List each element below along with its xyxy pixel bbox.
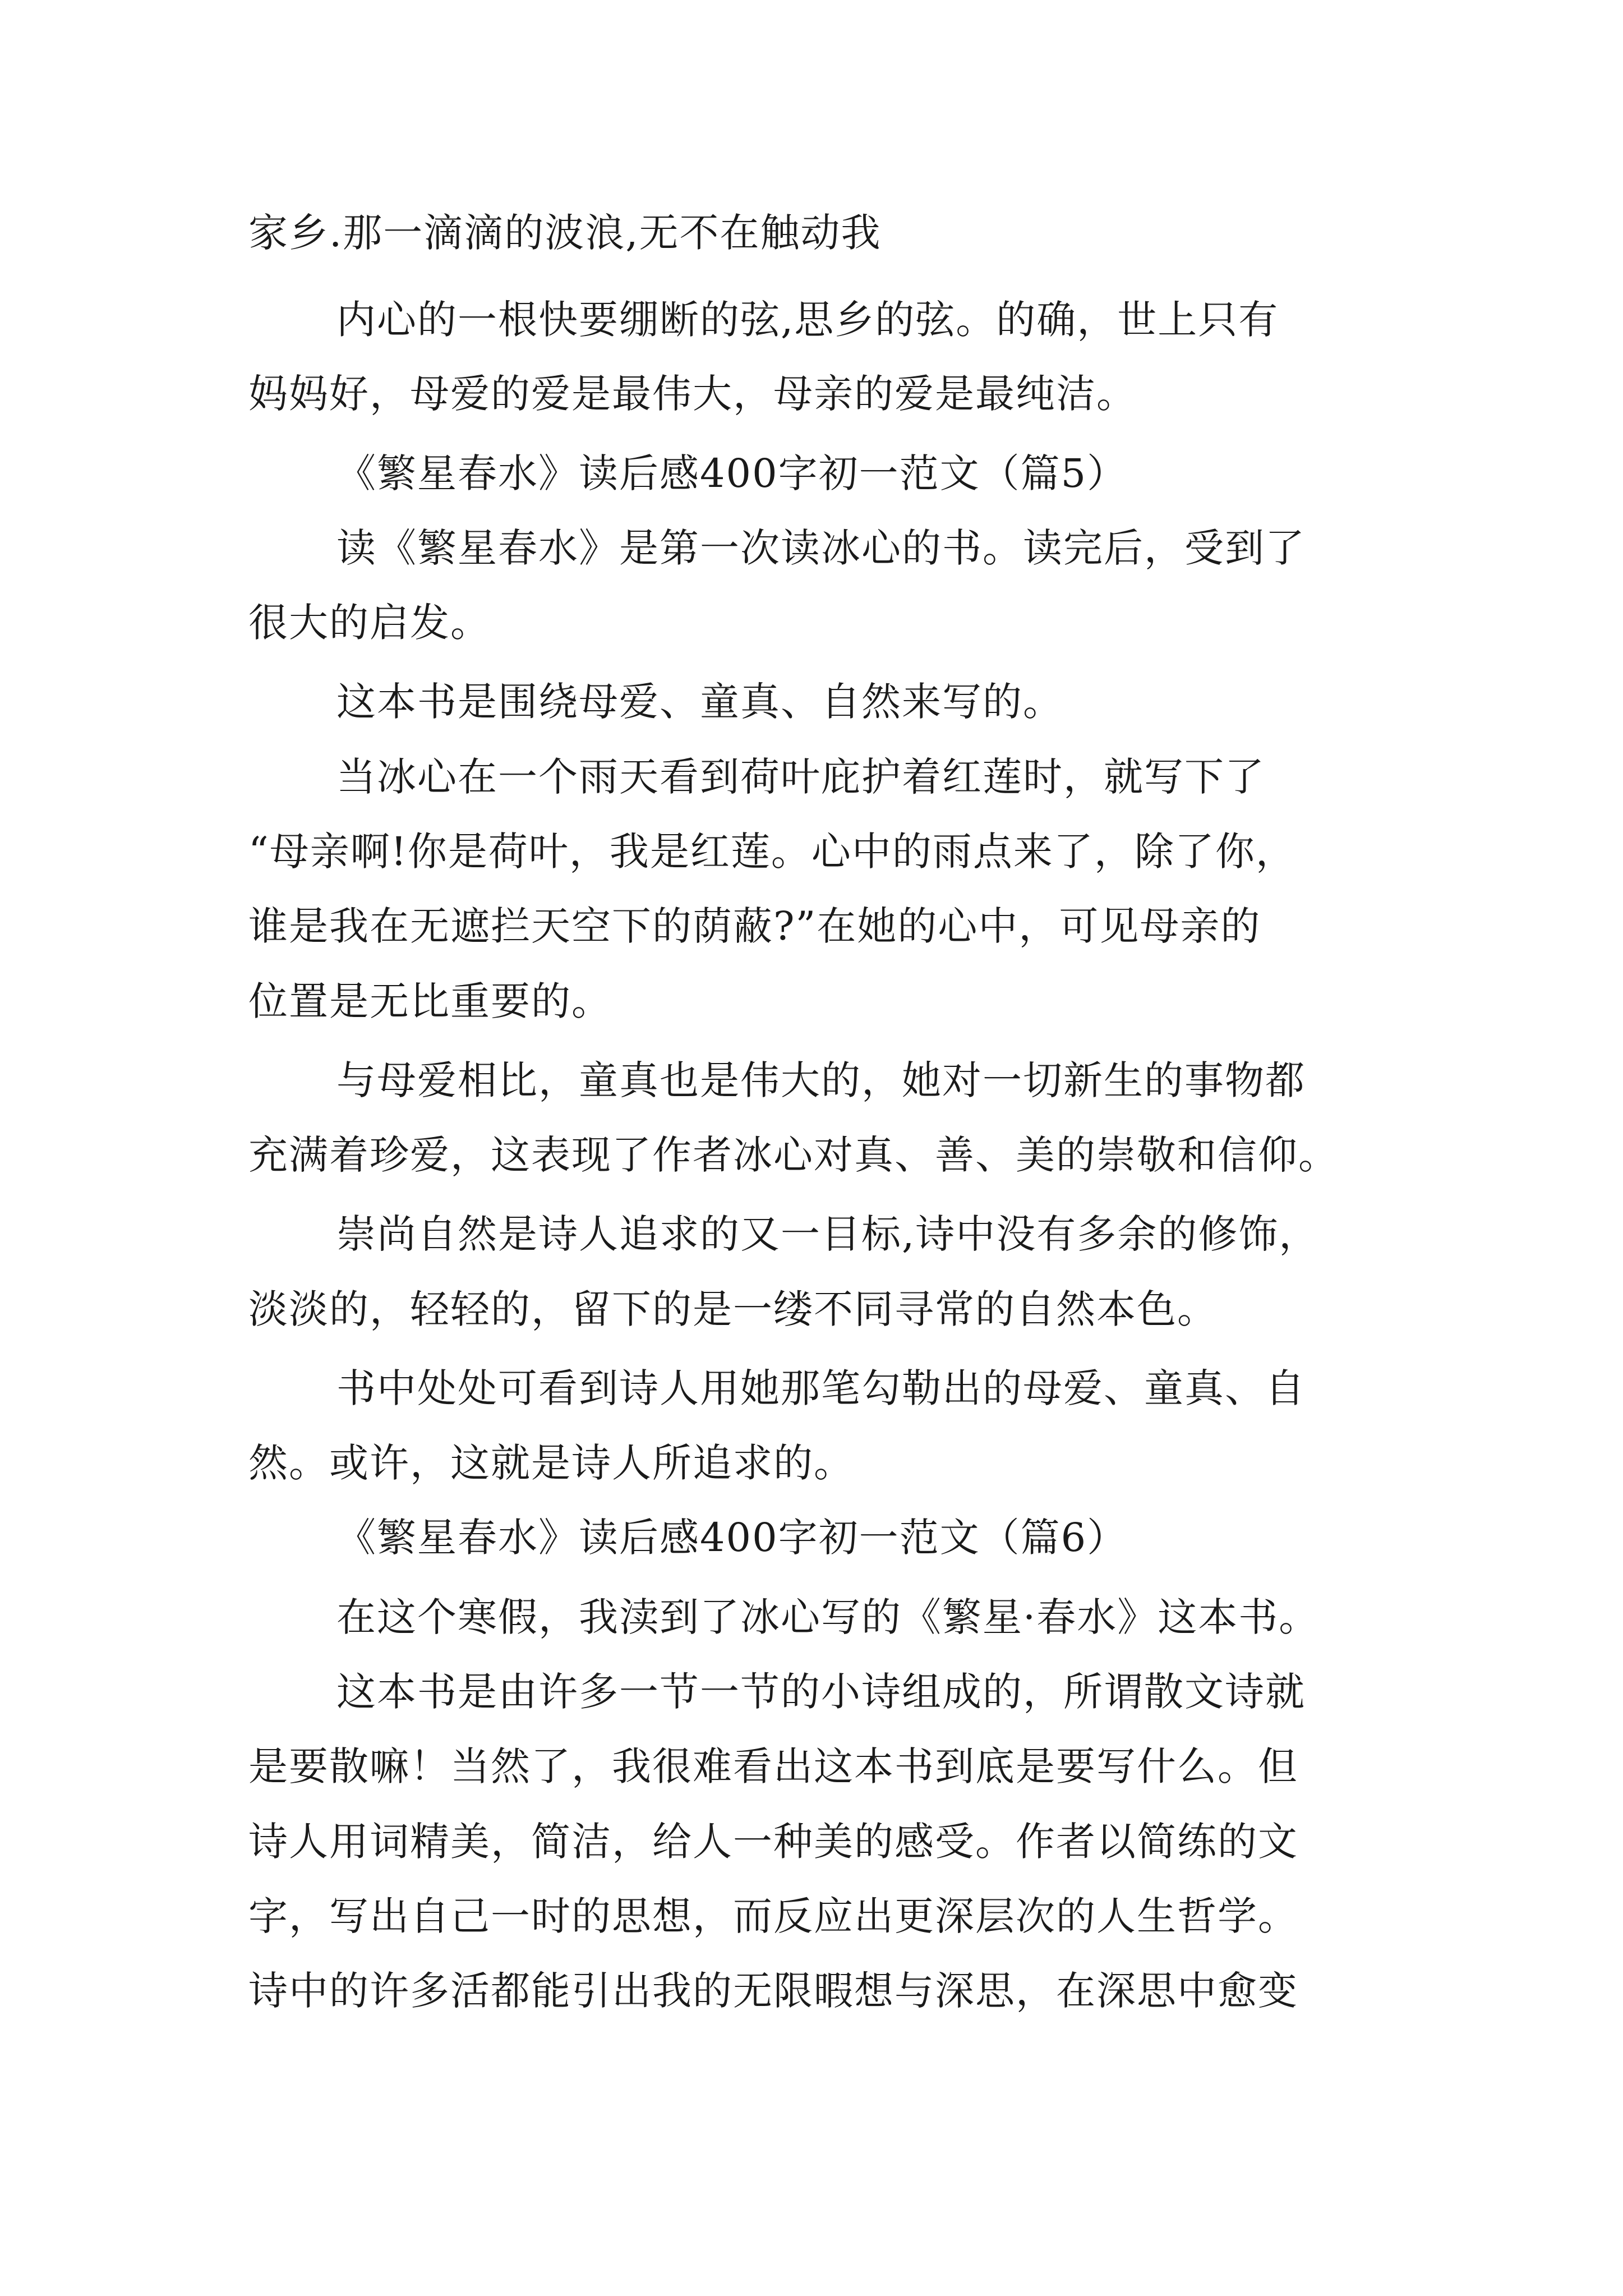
- text-line: 淡淡的，轻轻的，留下的是一缕不同寻常的自然本色。: [248, 1286, 1218, 1332]
- text-line: 很大的启发。: [248, 600, 491, 646]
- paragraph-line: 崇尚自然是诗人追求的又一目标,诗中没有多余的修饰，: [336, 1211, 1320, 1257]
- paragraph-line: 读《繁星春水》是第一次读冰心的书。读完后，受到了: [336, 525, 1306, 571]
- paragraph-line: 在这个寒假，我渎到了冰心写的《繁星·春水》这本书。: [336, 1594, 1320, 1640]
- text-line: 谁是我在无遮拦天空下的荫蔽?”在她的心中，可见母亲的: [248, 903, 1261, 949]
- text-line: 位置是无比重要的。: [248, 978, 612, 1024]
- section-heading-6: 《繁星春水》读后感400字初一范文（篇6）: [336, 1515, 1128, 1561]
- text-line: 诗中的许多活都能引出我的无限暇想与深思，在深思中愈变: [248, 1968, 1298, 2014]
- paragraph-line: 当冰心在一个雨天看到荷叶庇护着红莲时，就写下了: [336, 754, 1265, 800]
- paragraph-line: 与母爱相比，童真也是伟大的，她对一切新生的事物都: [336, 1057, 1306, 1103]
- text-line: “母亲啊!你是荷叶，我是红莲。心中的雨点来了，除了你，: [248, 829, 1296, 875]
- text-line: 妈妈好，母爱的爱是最伟大，母亲的爱是最纯洁。: [248, 371, 1137, 417]
- text-line: 诗人用词精美，简洁，给人一种美的感受。作者以简练的文: [248, 1819, 1298, 1865]
- text-line: 充满着珍爱，这表现了作者冰心对真、善、美的崇敬和信仰。: [248, 1132, 1339, 1178]
- paragraph-line: 书中处处可看到诗人用她那笔勾勒出的母爱、童真、自: [336, 1365, 1306, 1411]
- section-heading-5: 《繁星春水》读后感400字初一范文（篇5）: [336, 450, 1128, 496]
- paragraph-line: 内心的一根快要绷断的弦,思乡的弦。的确，世上只有: [336, 297, 1279, 343]
- text-line: 然。或许，这就是诗人所追求的。: [248, 1440, 854, 1486]
- text-line: 字，写出自己一时的思想，而反应出更深层次的人生哲学。: [248, 1893, 1298, 1939]
- paragraph-line: 这本书是围绕母爱、童真、自然来写的。: [336, 679, 1063, 725]
- paragraph-line: 这本书是由许多一节一节的小诗组成的，所谓散文诗就: [336, 1669, 1306, 1715]
- text-line: 是要散嘛！当然了，我很难看出这本书到底是要写什么。但: [248, 1743, 1298, 1789]
- text-line-continuation: 家乡.那一滴滴的波浪,无不在触动我: [248, 210, 882, 256]
